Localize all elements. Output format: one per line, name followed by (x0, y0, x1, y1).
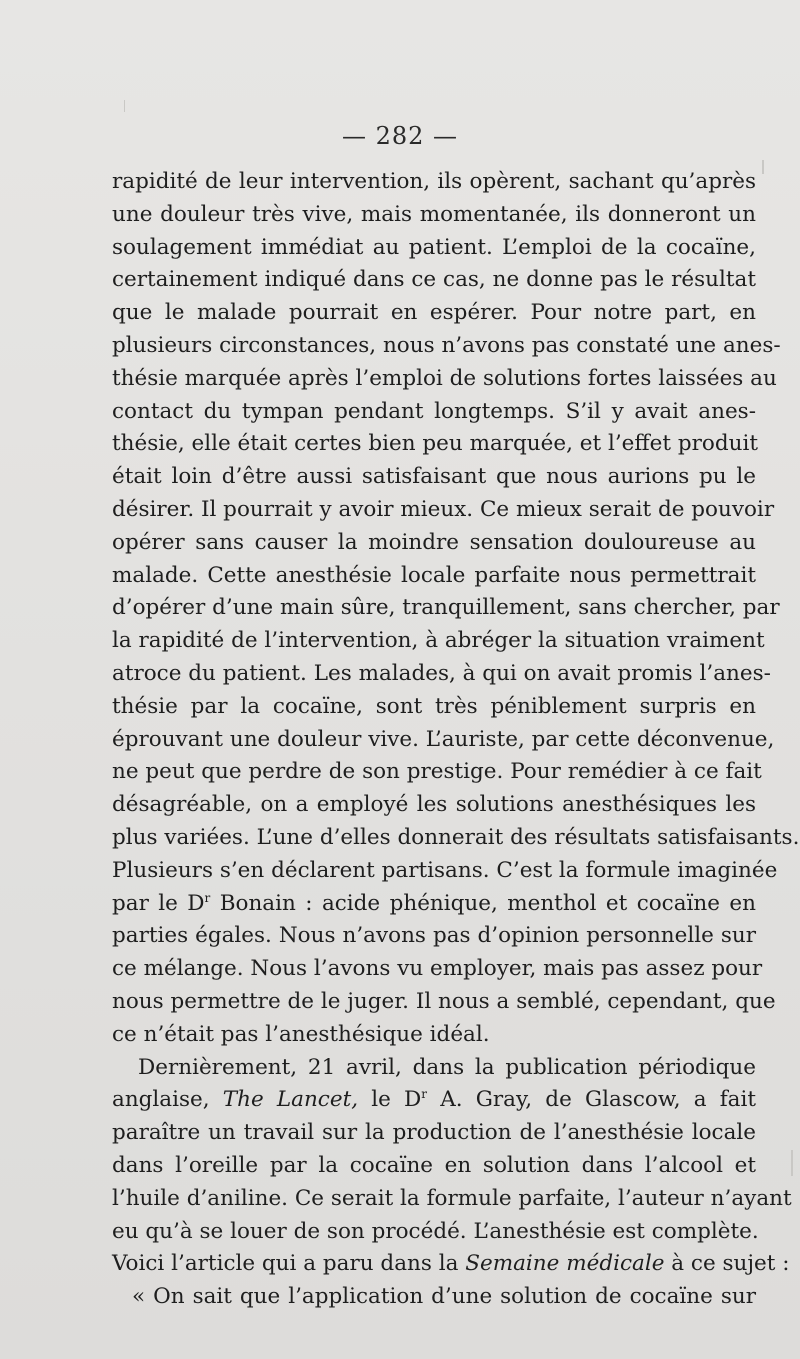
text-line: Plusieurs s’en déclarent partisans. C’est la formule imaginée (112, 857, 778, 883)
text-line: d’opérer d’une main sûre, tranquillement, sans chercher, par (112, 595, 780, 621)
text-line: une douleur très vive, mais momentanée, ils donneront un (112, 201, 756, 227)
text-line: contact du tympan pendant longtemps. S’il y avait anes- (112, 398, 756, 424)
text-line: ne peut que perdre de son prestige. Pour remédier à ce fait (112, 759, 762, 785)
text-line: était loin d’être aussi satisfaisant que nous aurions pu le (112, 464, 756, 490)
text-line: que le malade pourrait en espérer. Pour notre part, en (112, 300, 756, 326)
text-line: rapidité de leur intervention, ils opèrent, sachant qu’après (112, 169, 756, 194)
text-line: atroce du patient. Les malades, à qui on avait promis l’anes- (112, 660, 771, 686)
superscript: r (204, 890, 211, 905)
italic-title: Semaine médicale (465, 1251, 665, 1277)
text-run: à ce sujet : (664, 1251, 790, 1277)
text-line (112, 1084, 756, 1117)
text-run: Voici l’article qui a paru dans la (112, 1251, 466, 1277)
text-line: Dernièrement, 21 avril, dans la publication périodique (138, 1054, 756, 1080)
text-line: « On sait que l’application d’une solution de cocaïne sur (132, 1284, 756, 1310)
text-line: l’huile d’aniline. Ce serait la formule parfaite, l’auteur n’ayant (112, 1185, 792, 1211)
italic-title: The Lancet, (222, 1087, 359, 1113)
text-run: anglaise, (112, 1087, 223, 1113)
text-line: thésie, elle était certes bien peu marquée, et l’effet produit (112, 431, 758, 457)
text-line: ce mélange. Nous l’avons vu employer, mais pas assez pour (112, 956, 763, 982)
paper-speck (762, 160, 764, 174)
text-run: A. Gray, de Glascow, a fait (427, 1087, 757, 1113)
superscript: r (421, 1087, 428, 1102)
text-line (112, 888, 756, 921)
text-line: eu qu’à se louer de son procédé. L’anesthésie est complète. (112, 1218, 759, 1244)
page-number: — 282 — (341, 122, 459, 150)
text-line: nous permettre de le juger. Il nous a semblé, cependant, que (112, 988, 776, 1014)
text-line: thésie marquée après l’emploi de solutions fortes laissées au (112, 365, 777, 391)
text-line: thésie par la cocaïne, sont très péniblement surpris en (112, 693, 756, 719)
paper-speck (124, 100, 125, 112)
text-line: plus variées. L’une d’elles donnerait des résultats satisfaisants. (112, 824, 800, 850)
text-line: paraître un travail sur la production de l’anesthésie locale (112, 1120, 756, 1146)
text-line (112, 1248, 790, 1281)
text-line: éprouvant une douleur vive. L’auriste, par cette déconvenue, (112, 726, 775, 752)
text-line: désirer. Il pourrait y avoir mieux. Ce mieux serait de pouvoir (112, 496, 775, 522)
paper-speck (791, 1150, 793, 1176)
text-run: le D (358, 1087, 422, 1113)
body-text (112, 166, 800, 1314)
text-run: par le D (112, 890, 205, 916)
text-line: la rapidité de l’intervention, à abréger la situation vraiment (112, 628, 765, 654)
text-run: Bonain : acide phénique, menthol et cocaïne en (210, 890, 756, 916)
text-line: plusieurs circonstances, nous n’avons pas constaté une anes- (112, 332, 781, 358)
text-line: parties égales. Nous n’avons pas d’opinion personnelle sur (112, 923, 756, 949)
text-line: désagréable, on a employé les solutions anesthésiques les (112, 792, 756, 818)
text-line: soulagement immédiat au patient. L’emploi de la cocaïne, (112, 234, 756, 260)
text-line: ce n’était pas l’anesthésique idéal. (112, 1021, 490, 1047)
text-line: certainement indiqué dans ce cas, ne donne pas le résultat (112, 267, 756, 293)
text-line: malade. Cette anesthésie locale parfaite nous permettrait (112, 562, 756, 588)
text-line: dans l’oreille par la cocaïne en solution dans l’alcool et (112, 1152, 756, 1178)
text-line: opérer sans causer la moindre sensation douloureuse au (112, 529, 756, 555)
